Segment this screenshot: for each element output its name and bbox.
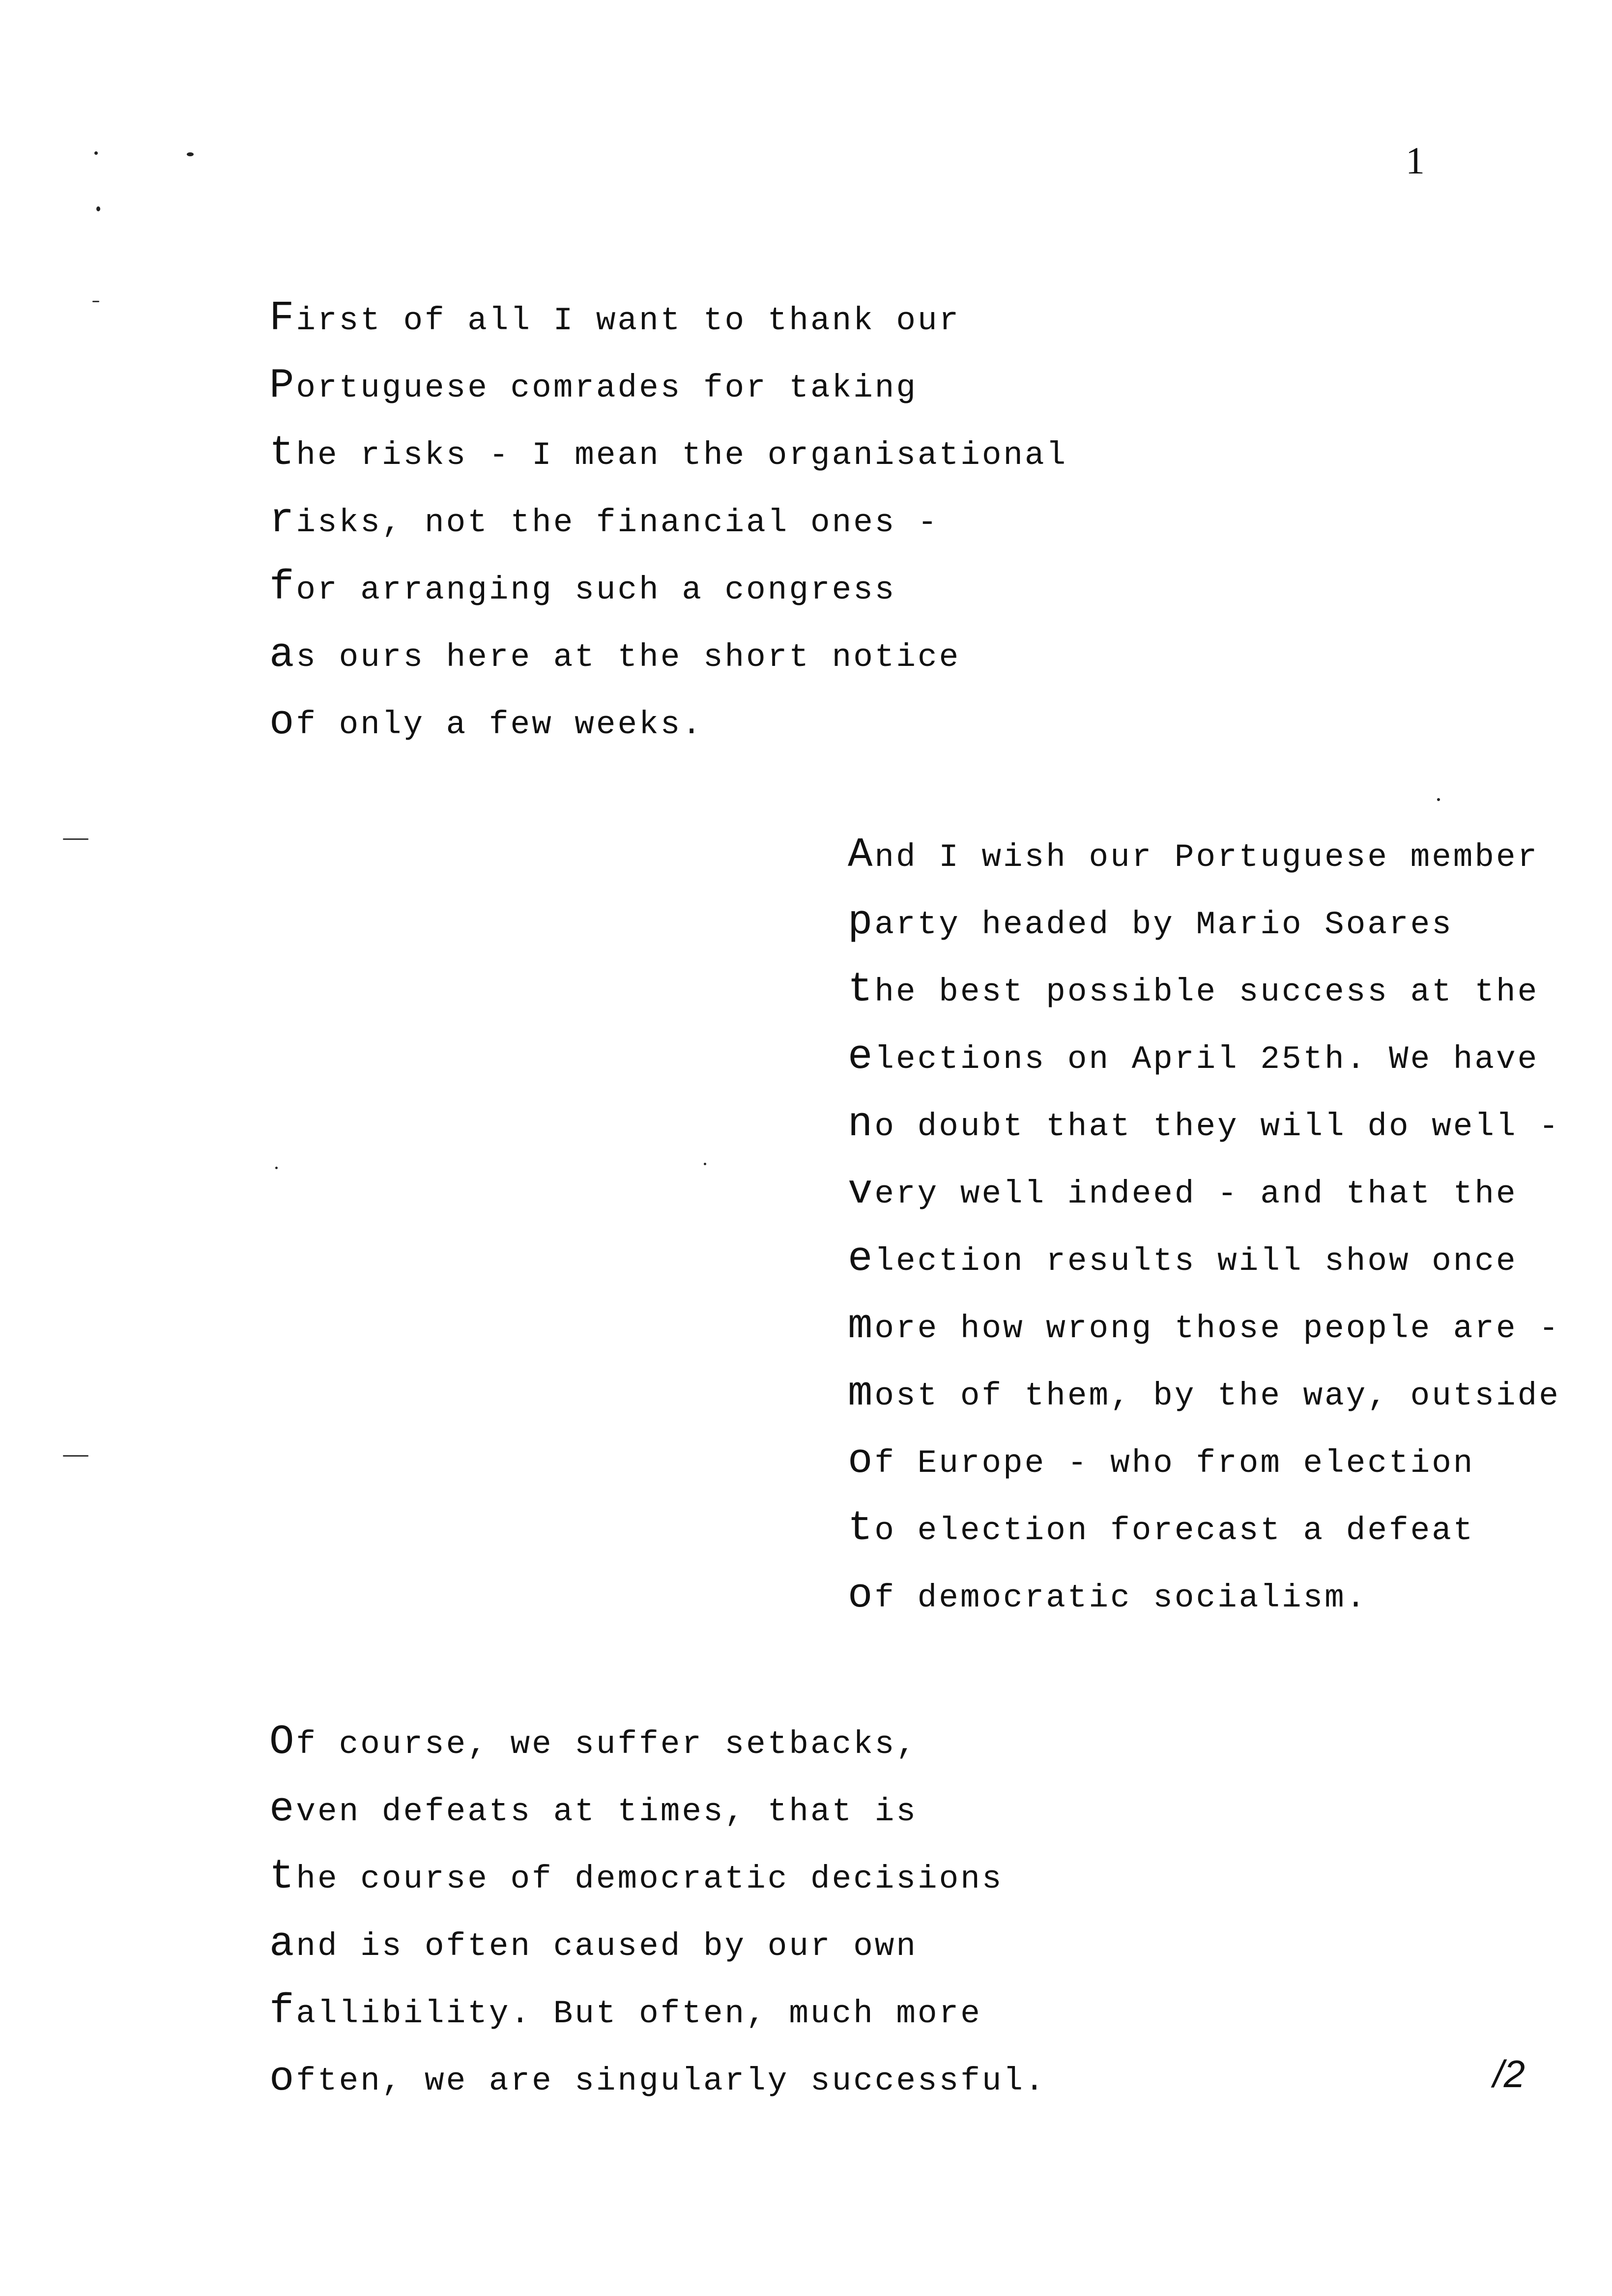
text-line: of Europe - who from election bbox=[848, 1438, 1475, 1485]
text-line: more how wrong those people are - bbox=[848, 1303, 1560, 1350]
paragraph-setbacks bbox=[269, 1709, 1046, 2113]
text-line: And I wish our Portuguese member bbox=[848, 832, 1539, 879]
paragraph-election-wishes bbox=[848, 822, 1560, 1630]
text-line: as ours here at the short notice bbox=[269, 632, 961, 679]
scan-speck bbox=[94, 151, 98, 155]
scan-speck bbox=[187, 152, 194, 156]
page-number: 1 bbox=[1406, 139, 1425, 182]
scan-dash bbox=[63, 1455, 88, 1457]
scan-speck bbox=[275, 1167, 278, 1169]
text-line: First of all I want to thank our bbox=[269, 295, 961, 342]
scan-dash bbox=[92, 301, 99, 302]
text-line: often, we are singularly successful. bbox=[269, 2056, 1046, 2102]
scan-speck bbox=[704, 1163, 706, 1165]
continuation-marker: /2 bbox=[1493, 2052, 1526, 2095]
text-line: Of course, we suffer setbacks, bbox=[269, 1719, 918, 1766]
text-line: risks, not the financial ones - bbox=[269, 497, 939, 544]
text-line: to election forecast a defeat bbox=[848, 1505, 1475, 1552]
text-line: even defeats at times, that is bbox=[269, 1786, 918, 1833]
text-line: of democratic socialism. bbox=[848, 1573, 1368, 1619]
text-line: and is often caused by our own bbox=[269, 1921, 918, 1968]
text-line: of only a few weeks. bbox=[269, 699, 703, 746]
text-line: party headed by Mario Soares bbox=[848, 899, 1453, 946]
text-line: fallibility. But often, much more bbox=[269, 1988, 982, 2035]
text-line: elections on April 25th. We have bbox=[848, 1034, 1539, 1081]
text-line: for arranging such a congress bbox=[269, 565, 896, 611]
text-line: most of them, by the way, outside bbox=[848, 1371, 1560, 1417]
paragraph-opening-thanks bbox=[269, 285, 1067, 756]
scan-dash bbox=[63, 838, 88, 840]
scan-speck bbox=[96, 206, 100, 211]
text-line: election results will show once bbox=[848, 1236, 1518, 1283]
text-line: the best possible success at the bbox=[848, 967, 1539, 1013]
text-line: the course of democratic decisions bbox=[269, 1854, 1004, 1900]
scan-speck bbox=[1437, 798, 1440, 801]
text-line: very well indeed - and that the bbox=[848, 1169, 1518, 1215]
text-line: no doubt that they will do well - bbox=[848, 1101, 1560, 1148]
text-line: Portuguese comrades for taking bbox=[269, 363, 918, 409]
text-line: the risks - I mean the organisational bbox=[269, 430, 1068, 477]
